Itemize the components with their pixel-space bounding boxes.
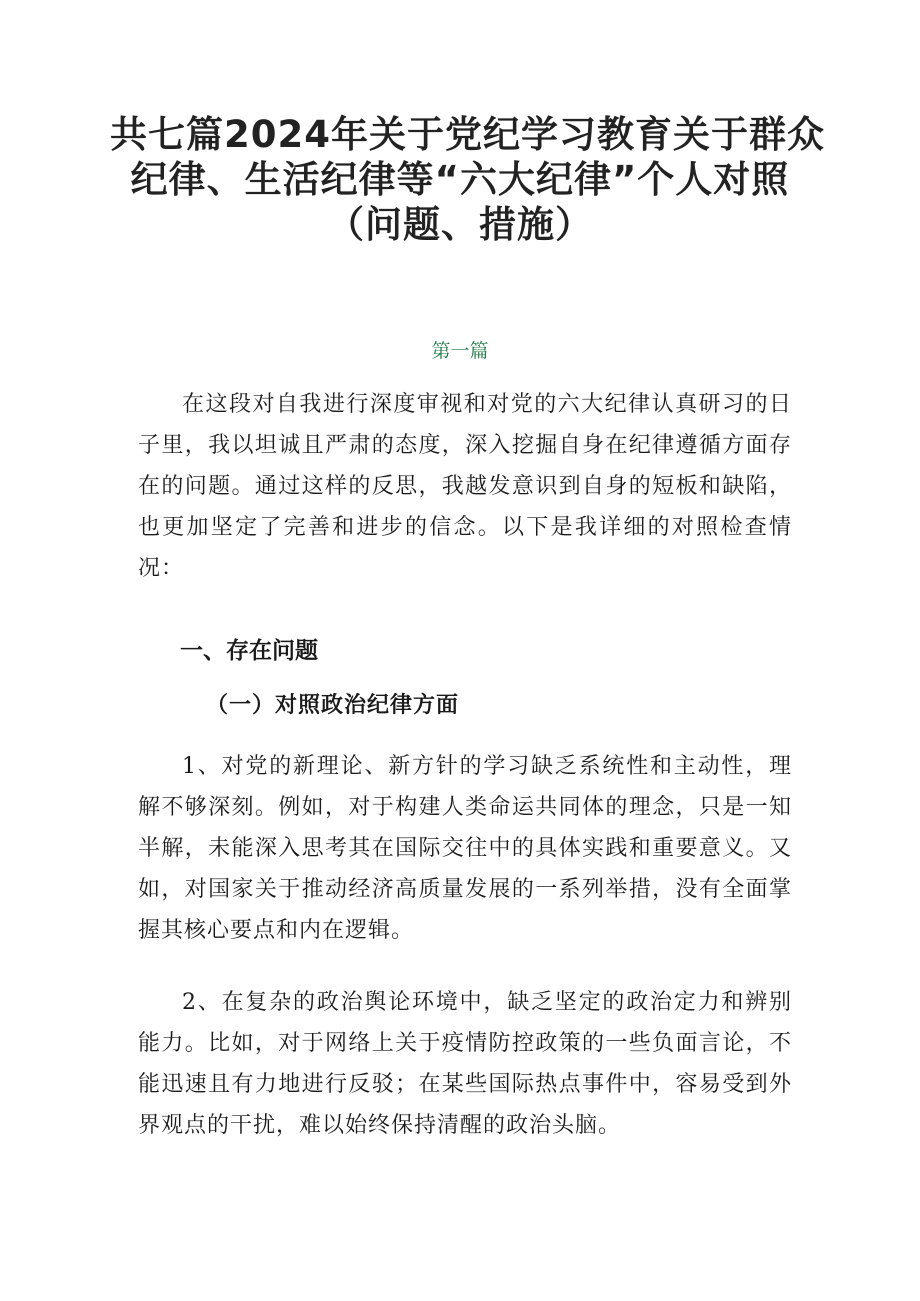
problem-item-1: 1、对党的新理论、新方针的学习缺乏系统性和主动性，理解不够深刻。例如，对于构建人类命运共同体的理念，只是一知半解，未能深入思考其在国际交往中的具体实践和重要意义。又如，对国家关于推动经济高质量发展的一系列举措，没有全面掌握其核心要点和内在逻辑。 (138, 754, 792, 943)
title-line: （问题、措施） (327, 203, 593, 246)
title-line: 纪律、生活纪律等“六大纪律”个人对照 (130, 158, 790, 201)
title-line: 共七篇2024年关于党纪学习教育关于群众 (110, 113, 825, 156)
problem-item-2: 2、在复杂的政治舆论环境中，缺乏坚定的政治定力和辨别能力。比如，对于网络上关于疫情防控政策的一些负面言论，不能迅速且有力地进行反驳；在某些国际热点事件中，容易受到外界观点的干扰，难以始终保持清醒的政治头脑。 (138, 990, 792, 1138)
heading-existing-problems: 一、存在问题 (180, 638, 318, 664)
document-title (110, 112, 825, 247)
section-label: 第一篇 (431, 340, 489, 362)
heading-political-discipline: （一）对照政治纪律方面 (206, 692, 460, 718)
intro-paragraph: 在这段对自我进行深度审视和对党的六大纪律认真研习的日子里，我以坦诚且严肃的态度，深入挖掘自身在纪律遵循方面存在的问题。通过这样的反思，我越发意识到自身的短板和缺陷，也更加坚定了完善和进步的信念。以下是我详细的对照检查情况： (138, 392, 792, 581)
